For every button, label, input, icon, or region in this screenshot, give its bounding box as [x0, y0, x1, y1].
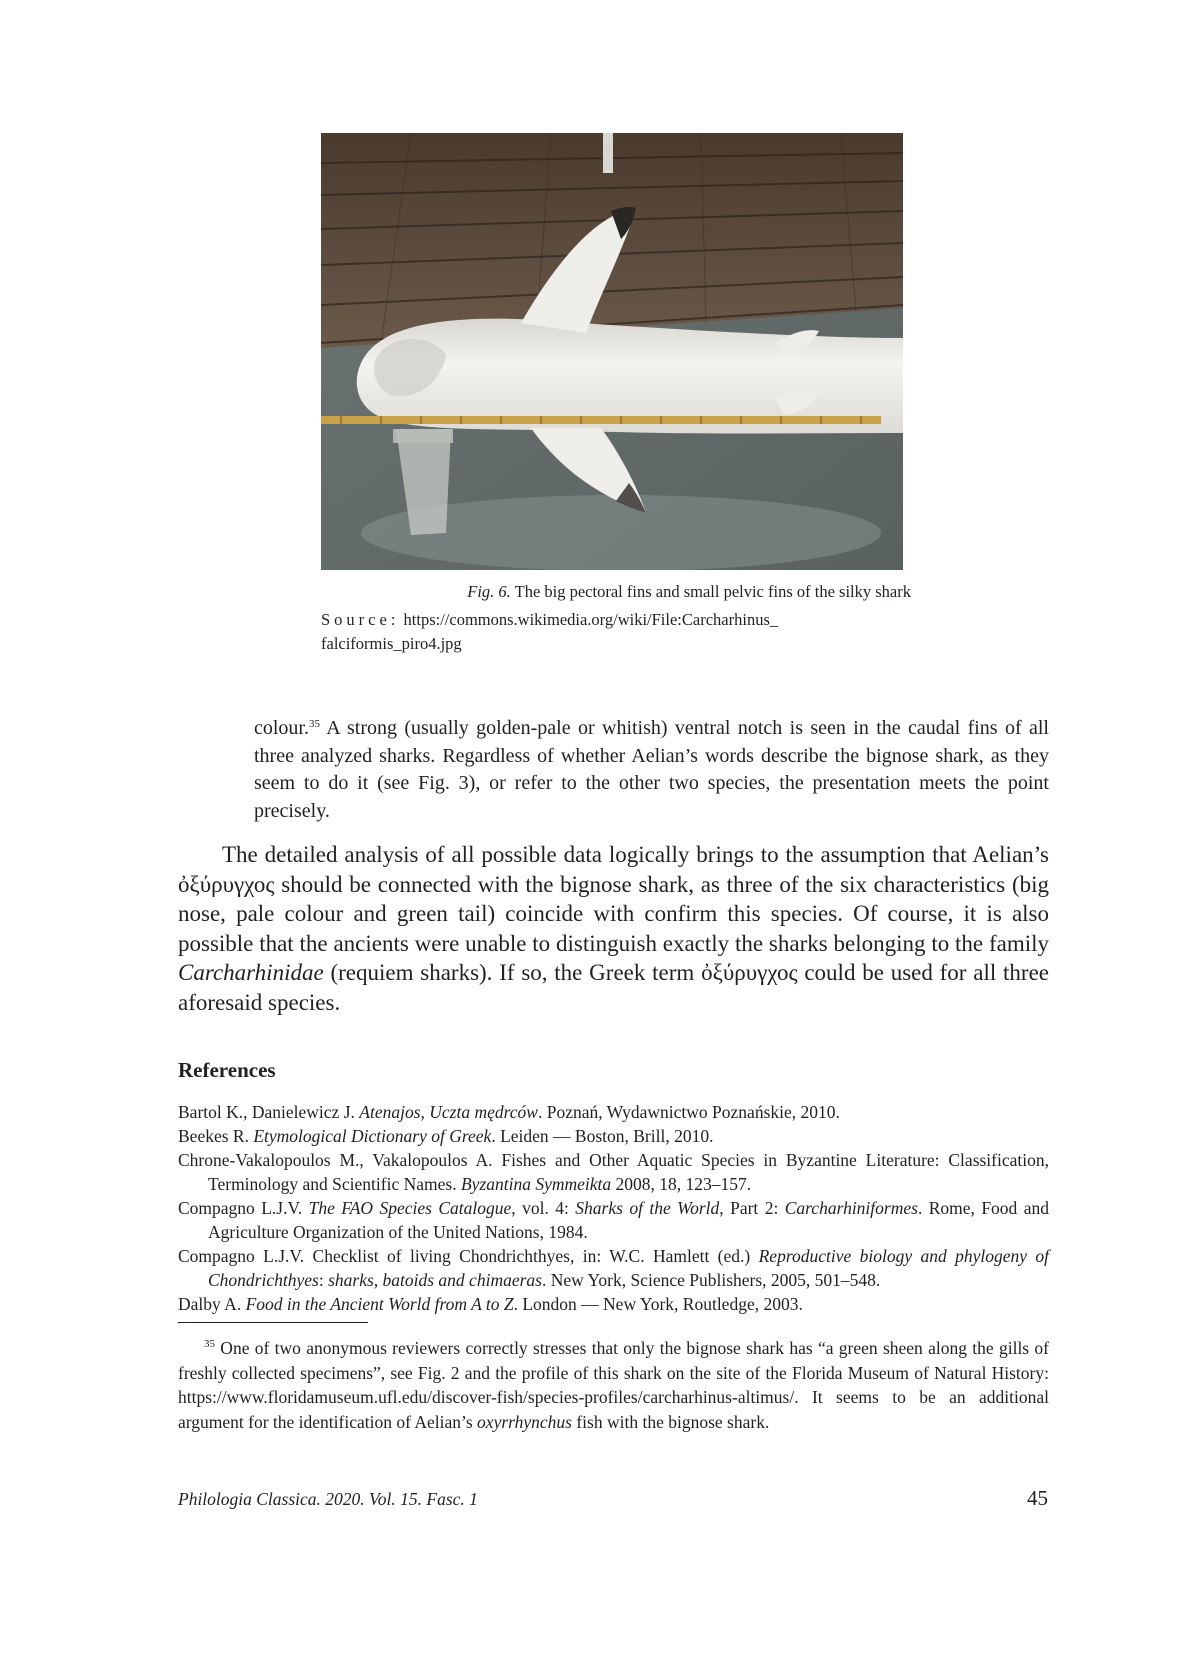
paragraph-conclusion [178, 840, 1049, 1017]
reference-subtitle: Sharks of the World [575, 1198, 720, 1218]
reference-list [178, 1100, 1049, 1316]
footnote [178, 1336, 1049, 1434]
figure-caption [321, 580, 911, 604]
reference-authors: Chrone-Vakalopoulos M., Vakalopoulos A. Fishes and Other Aquatic Species in Byzantine Literature: Classification, Terminology and Scientific Names. [178, 1150, 1049, 1194]
footnote-reference[interactable]: 35 [309, 718, 320, 730]
reference-title: Byzantina Symmeikta [460, 1174, 612, 1194]
footnote-text-a: One of two anonymous reviewers correctly stresses that only the bignose shark has “a green sheen along the gills of freshly collected specimens”, see Fig. 2 and the profile of this shark on the site of the Florida Museum of Natural History: https://www.floridamuseum.ufl.edu/discover-fish/species-profiles/carcharhinus-altimus/. It seems to be an additional argument for the identification of Aelian’s [178, 1338, 1049, 1432]
footnote-term: oxyrrhynchus [477, 1411, 572, 1432]
page-number: 45 [1027, 1486, 1048, 1510]
reference-item [178, 1292, 1049, 1316]
reference-details: . Poznań, Wydawnictwo Poznańskie, 2010. [537, 1102, 840, 1122]
reference-authors: Compagno L.J.V. [178, 1198, 309, 1218]
reference-title: The FAO Species Catalogue [308, 1198, 512, 1218]
reference-details: . Leiden — Boston, Brill, 2010. [491, 1126, 714, 1146]
references-heading: References [178, 1058, 276, 1082]
reference-item [178, 1124, 1049, 1148]
reference-title: Etymological Dictionary of Greek [253, 1126, 492, 1146]
journal-footer: Philologia Classica. 2020. Vol. 15. Fasc. 1 [178, 1489, 478, 1509]
reference-details: : [318, 1270, 329, 1290]
reference-details: . Rome, Food and Agriculture Organization of the United Nations, 1984. [208, 1198, 1049, 1242]
reference-item [178, 1196, 1049, 1244]
reference-authors: Beekes R. [178, 1126, 254, 1146]
paragraph-2-text-b: (requiem sharks). If so, the Greek term ὀξύρυγχος could be used for all three aforesaid species. [178, 960, 1049, 1015]
footnote-text-b: fish with the bignose shark. [571, 1411, 770, 1432]
footnote-divider [178, 1322, 368, 1323]
reference-authors: Bartol K., Danielewicz J. [178, 1102, 360, 1122]
reference-subtitle: sharks, batoids and chimaeras [328, 1270, 542, 1290]
paragraph-continuation [254, 715, 1049, 825]
family-name: Carcharhinidae [178, 960, 324, 985]
reference-title: Atenajos, Uczta mędrców [359, 1102, 538, 1122]
reference-authors: Compagno L.J.V. Checklist of living Chondrichthyes, in: W.C. Hamlett (ed.) [178, 1246, 759, 1266]
figure-caption-text: The big pectoral fins and small pelvic fins of the silky shark [510, 582, 911, 601]
paragraph-2-text-a: The detailed analysis of all possible data logically brings to the assumption that Aelian’s ὀξύρυγχος should be connected with the bignose shark, as three of the six characteristics (big nose, pale colour and green tail) coincide with confirm this species. Of course, it is also possible that the ancients were unable to distinguish exactly the sharks belonging to the family [178, 842, 1049, 956]
figure-label: Fig. 6. [467, 582, 511, 601]
reference-details: . New York, Science Publishers, 2005, 501–548. [541, 1270, 881, 1290]
reference-item [178, 1244, 1049, 1292]
reference-details: , vol. 4: [511, 1198, 576, 1218]
reference-title: Food in the Ancient World from A to Z [245, 1294, 514, 1314]
figure-source-label: Source: [321, 610, 400, 629]
reference-subtitle: Carcharhiniformes [784, 1198, 918, 1218]
figure-source-url-2[interactable]: falciformis_piro4.jpg [321, 634, 462, 653]
reference-details: 2008, 18, 123–157. [611, 1174, 752, 1194]
footnote-number: 35 [204, 1338, 215, 1350]
reference-authors: Dalby A. [178, 1294, 246, 1314]
reference-item [178, 1100, 1049, 1124]
paragraph-1-text: A strong (usually golden-pale or whitish) ventral notch is seen in the caudal fins of all three analyzed sharks. Regardless of whether Aelian’s words describe the bignose shark, as they seem to do it (see Fig. 3), or refer to the other two species, the presentation meets the point precisely. [254, 717, 1049, 822]
figure-source [321, 608, 903, 656]
reference-details: . London — New York, Routledge, 2003. [513, 1294, 803, 1314]
reference-title: Reproductive biology and phylogeny of Chondrichthyes [208, 1246, 1049, 1290]
reference-details: , Part 2: [719, 1198, 785, 1218]
figure-6-photo [321, 133, 903, 570]
paragraph-start-word: colour. [254, 717, 309, 739]
reference-item [178, 1148, 1049, 1196]
figure-source-url-1[interactable]: https://commons.wikimedia.org/wiki/File:Carcharhinus_ [399, 610, 779, 629]
